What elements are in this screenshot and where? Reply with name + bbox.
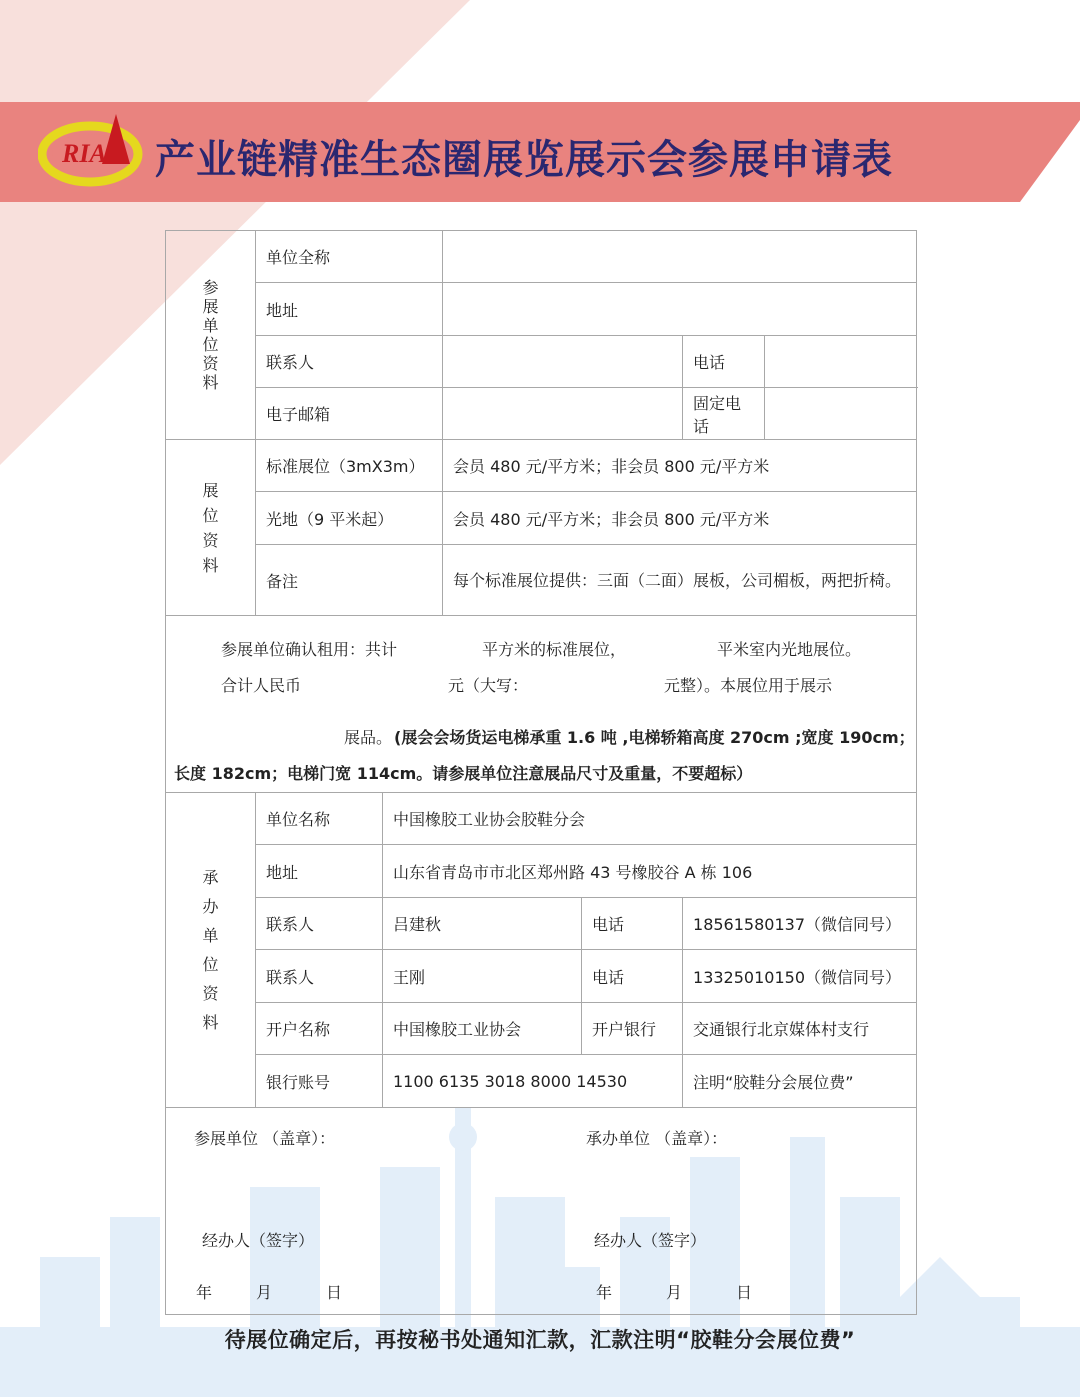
bank-value: 交通银行北京媒体村支行 [683, 1003, 917, 1055]
ria-logo [38, 112, 150, 190]
phone2-label: 电话 [582, 950, 683, 1003]
organizer-address-label: 地址 [256, 845, 383, 898]
booth-note-label: 备注 [256, 545, 443, 616]
phone2-value: 13325010150（微信同号） [683, 950, 917, 1003]
right-year-label: 年 [596, 1283, 613, 1302]
address-field[interactable] [443, 283, 917, 336]
booth-section-label: 展 位 资 料 [166, 440, 256, 616]
confirm-text-7: 展品。 [344, 728, 393, 747]
organizer-name-label: 单位名称 [256, 793, 383, 845]
raw-space-price: 会员 480 元/平方米；非会员 800 元/平方米 [443, 492, 917, 545]
svg-text:RIA: RIA [62, 139, 107, 168]
exhibitor-stamp-label: 参展单位 （盖章）： [194, 1129, 336, 1148]
left-month-label: 月 [256, 1283, 273, 1302]
confirm-text-2: 平方米的标准展位， [482, 640, 627, 659]
standard-booth-label: 标准展位（3mX3m） [256, 440, 443, 492]
contact-label: 联系人 [256, 336, 443, 388]
landline-label: 固定电话 [683, 388, 765, 440]
form-title: 产业链精准生态圈展览展示会参展申请表 [155, 137, 893, 183]
standard-booth-price: 会员 480 元/平方米；非会员 800 元/平方米 [443, 440, 917, 492]
confirm-text-6: 元整）。本展位用于展示 [664, 676, 833, 695]
contact1-value: 吕建秋 [383, 898, 582, 950]
phone-field[interactable] [765, 336, 917, 388]
full-name-label: 单位全称 [256, 231, 443, 283]
contact2-label: 联系人 [256, 950, 383, 1003]
raw-space-label: 光地（9 平米起） [256, 492, 443, 545]
confirm-text-4: 合计人民币 [221, 676, 302, 695]
exhibitor-section-label: 参 展 单 位 资 料 [166, 231, 256, 440]
account-note: 注明“胶鞋分会展位费” [683, 1055, 917, 1108]
landline-field[interactable] [765, 388, 917, 440]
footer-note: 待展位确定后，再按秘书处通知汇款，汇款注明“胶鞋分会展位费” [224, 1328, 856, 1352]
phone-label: 电话 [683, 336, 765, 388]
organizer-name-value: 中国橡胶工业协会胶鞋分会 [383, 793, 917, 845]
application-form-table [165, 230, 917, 1315]
organizer-address-value: 山东省青岛市市北区郑州路 43 号橡胶谷 A 栋 106 [383, 845, 917, 898]
account-number-label: 银行账号 [256, 1055, 383, 1108]
full-name-field[interactable] [443, 231, 917, 283]
account-name-value: 中国橡胶工业协会 [383, 1003, 582, 1055]
confirm-text-1: 参展单位确认租用：共计 [221, 640, 398, 659]
left-day-label: 日 [326, 1283, 343, 1302]
rental-confirmation [166, 616, 917, 793]
signature-area [166, 1108, 917, 1315]
right-day-label: 日 [736, 1283, 753, 1302]
phone1-value: 18561580137（微信同号） [683, 898, 917, 950]
contact1-label: 联系人 [256, 898, 383, 950]
contact2-value: 王刚 [383, 950, 582, 1003]
account-name-label: 开户名称 [256, 1003, 383, 1055]
confirm-text-5: 元（大写： [448, 676, 529, 695]
email-field[interactable] [443, 388, 683, 440]
right-month-label: 月 [666, 1283, 683, 1302]
elevator-spec-1: (展会会场货运电梯承重 1.6 吨 ,电梯轿箱高度 270cm ;宽度 190cm； [394, 728, 915, 747]
phone1-label: 电话 [582, 898, 683, 950]
organizer-stamp-label: 承办单位 （盖章）： [586, 1129, 728, 1148]
email-label: 电子邮箱 [256, 388, 443, 440]
organizer-section-label: 承 办 单 位 资 料 [166, 793, 256, 1108]
contact-field[interactable] [443, 336, 683, 388]
left-year-label: 年 [196, 1283, 213, 1302]
bank-label: 开户银行 [582, 1003, 683, 1055]
address-label: 地址 [256, 283, 443, 336]
account-number-value: 1100 6135 3018 8000 14530 [383, 1055, 683, 1108]
booth-note-text: 每个标准展位提供：三面（二面）展板，公司楣板，两把折椅。 [443, 545, 917, 616]
organizer-handler-label: 经办人（签字） [594, 1231, 707, 1250]
elevator-spec-2: 长度 182cm；电梯门宽 114cm。请参展单位注意展品尺寸及重量，不要超标） [174, 764, 753, 783]
confirm-text-3: 平米室内光地展位。 [717, 640, 862, 659]
exhibitor-handler-label: 经办人（签字） [202, 1231, 315, 1250]
